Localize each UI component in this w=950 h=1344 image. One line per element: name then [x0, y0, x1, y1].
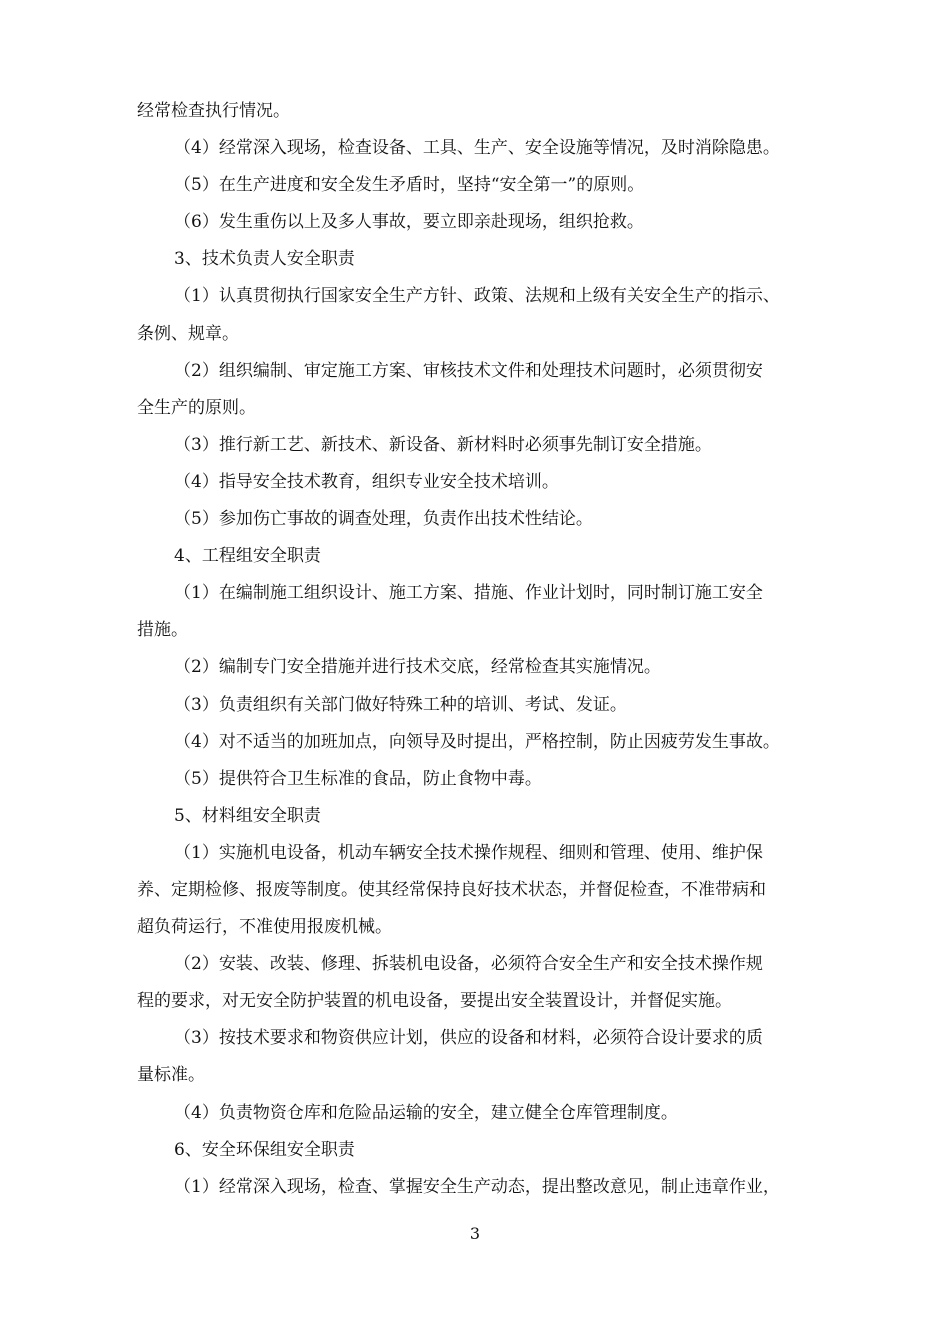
text-line: 量标准。	[137, 1065, 205, 1086]
text-line: （5）参加伤亡事故的调查处理，负责作出技术性结论。	[174, 509, 593, 530]
text-line: （1）在编制施工组织设计、施工方案、措施、作业计划时，同时制订施工安全	[174, 583, 763, 604]
text-line: （5）提供符合卫生标准的食品，防止食物中毒。	[174, 768, 542, 789]
text-line: （3）按技术要求和物资供应计划，供应的设备和材料，必须符合设计要求的质	[174, 1028, 763, 1049]
text-line: （3）推行新工艺、新技术、新设备、新材料时必须事先制订安全措施。	[174, 434, 712, 455]
page-number: 3	[469, 1224, 481, 1243]
text-line: 全生产的原则。	[137, 397, 256, 418]
text-line: （4）负责物资仓库和危险品运输的安全，建立健全仓库管理制度。	[174, 1102, 678, 1123]
text-line: （2）安装、改装、修理、拆装机电设备，必须符合安全生产和安全技术操作规	[174, 954, 763, 975]
text-line: （5）在生产进度和安全发生矛盾时，坚持“安全第一”的原则。	[174, 175, 645, 196]
document-body	[137, 93, 849, 1206]
text-line: （3）负责组织有关部门做好特殊工种的培训、考试、发证。	[174, 694, 627, 715]
text-line: 3、技术负责人安全职责	[174, 249, 355, 270]
text-line: （1）实施机电设备，机动车辆安全技术操作规程、细则和管理、使用、维护保	[174, 842, 763, 863]
text-line: （1）经常深入现场，检查、掌握安全生产动态，提出整改意见，制止违章作业，	[174, 1176, 780, 1197]
text-line: 程的要求，对无安全防护装置的机电设备，要提出安全装置设计，并督促实施。	[137, 991, 732, 1012]
text-line: （1）认真贯彻执行国家安全生产方针、政策、法规和上级有关安全生产的指示、	[174, 286, 780, 307]
text-line: 养、定期检修、报废等制度。使其经常保持良好技术状态，并督促检查，不准带病和	[137, 879, 766, 900]
text-line: 经常检查执行情况。	[137, 101, 290, 121]
text-line: 条例、规章。	[137, 323, 239, 344]
text-line: 4、工程组安全职责	[174, 546, 321, 567]
text-line: （4）经常深入现场，检查设备、工具、生产、安全设施等情况，及时消除隐患。	[174, 138, 780, 159]
text-line: 超负荷运行，不准使用报废机械。	[137, 917, 392, 938]
text-line: 措施。	[137, 620, 188, 641]
text-line: （4）指导安全技术教育，组织专业安全技术培训。	[174, 471, 559, 492]
text-line: （2）组织编制、审定施工方案、审核技术文件和处理技术问题时，必须贯彻安	[174, 360, 763, 381]
text-line: 6、安全环保组安全职责	[174, 1139, 355, 1160]
text-line: （6）发生重伤以上及多人事故，要立即亲赴现场，组织抢救。	[174, 212, 644, 233]
text-line: 5、材料组安全职责	[174, 805, 321, 826]
text-line: （4）对不适当的加班加点，向领导及时提出，严格控制，防止因疲劳发生事故。	[174, 731, 780, 752]
text-line: （2）编制专门安全措施并进行技术交底，经常检查其实施情况。	[174, 657, 661, 678]
